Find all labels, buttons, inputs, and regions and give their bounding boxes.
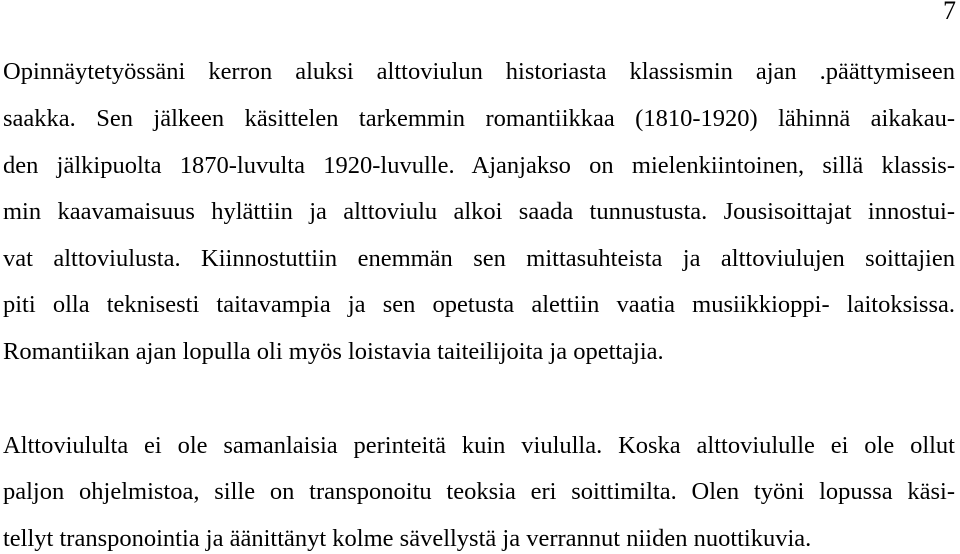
paragraph-line: Alttoviululta ei ole samanlaisia perinteitä kuin viululla. Koska alttoviululle ei ole ollut bbox=[3, 432, 955, 459]
paragraph-line: tellyt transponointia ja äänittänyt kolme sävellystä ja verrannut niiden nuottikuvia. bbox=[3, 525, 812, 552]
page-number: 7 bbox=[943, 0, 956, 25]
paragraph-line: min kaavamaisuus hylättiin ja alttoviulu alkoi saada tunnustusta. Jousisoittajat innostui- bbox=[3, 198, 955, 225]
paragraph-line: den jälkipuolta 1870-luvulta 1920-luvulle. Ajanjakso on mielenkiintoinen, sillä klassis- bbox=[3, 152, 955, 179]
paragraph-line: vat alttoviulusta. Kiinnostuttiin enemmän sen mittasuhteista ja alttoviulujen soittajien bbox=[3, 245, 955, 272]
paragraph-line: saakka. Sen jälkeen käsittelen tarkemmin romantiikkaa (1810-1920) lähinnä aikakau- bbox=[3, 105, 955, 132]
paragraph-line: Opinnäytetyössäni kerron aluksi alttoviulun historiasta klassismin ajan .päättymiseen bbox=[3, 58, 955, 85]
paragraph-line: paljon ohjelmistoa, sille on transponoitu teoksia eri soittimilta. Olen työni lopussa käsi- bbox=[3, 478, 955, 505]
paragraph-line: Romantiikan ajan lopulla oli myös loistavia taiteilijoita ja opettajia. bbox=[3, 338, 664, 365]
paragraph-line: piti olla teknisesti taitavampia ja sen opetusta alettiin vaatia musiikkioppi- laitoksissa. bbox=[3, 291, 955, 318]
